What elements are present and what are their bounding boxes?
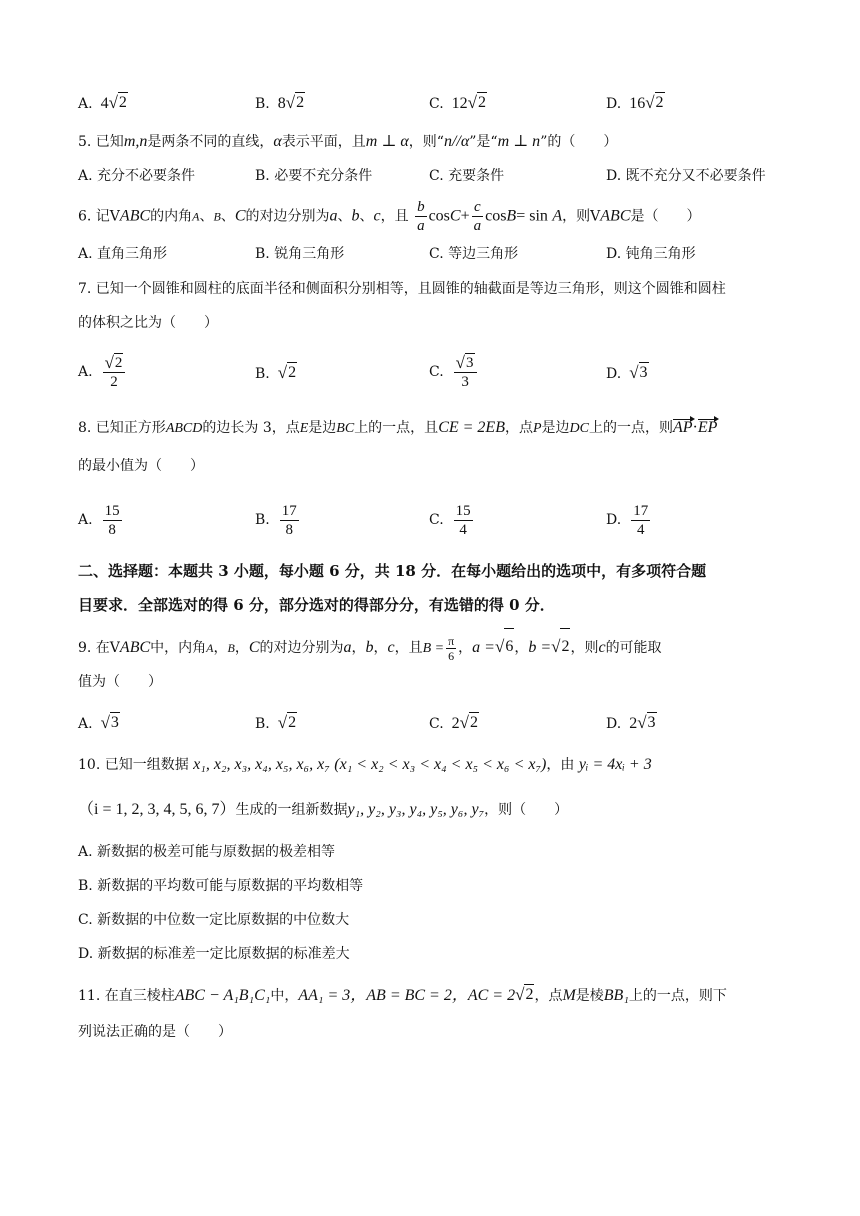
- q7-option-c: [429, 350, 479, 394]
- math-expr: a: [343, 639, 352, 656]
- math-expr: AA₁ = 3，AB = BC = 2，AC = 2: [298, 987, 516, 1004]
- denominator: 8: [108, 521, 116, 538]
- math-expr: DC: [569, 421, 589, 436]
- numerator: π: [448, 633, 455, 648]
- sqrt: √ 2: [285, 93, 305, 112]
- vector: AP: [673, 419, 693, 436]
- q8-option-a: [78, 498, 124, 542]
- radicand: 2: [118, 94, 127, 111]
- numerator: 17: [281, 502, 297, 519]
- section-heading: [78, 556, 793, 620]
- text: ，: [373, 640, 388, 656]
- math-expr: m ⊥ α: [365, 133, 409, 150]
- q5-option-a: A. 充分不必要条件: [78, 168, 196, 184]
- math-expr: x₁, x₂, x₃, x₄, x₅, x₆, x₇: [193, 756, 330, 773]
- q7-option-a: [78, 350, 127, 394]
- denominator: 2: [110, 374, 118, 390]
- math-expr: ABC: [119, 639, 151, 656]
- math-expr: (x₁ < x₂ < x₃ < x₄ < x₅ < x₆ < x₇): [334, 756, 547, 773]
- math-expr: ABC: [600, 207, 631, 225]
- radicand: 3: [639, 364, 648, 381]
- math-expr: ·: [692, 419, 698, 436]
- text: 、: [199, 208, 214, 225]
- text: 中，内角: [150, 640, 207, 656]
- text: ，: [351, 640, 366, 656]
- text: 是边: [541, 420, 570, 436]
- q6-option-c: C. 等边三角形: [429, 246, 519, 262]
- q8-option-d: [606, 498, 652, 542]
- sqrt: √ 3: [629, 363, 648, 382]
- math-expr: b: [351, 207, 360, 225]
- text: ，: [213, 640, 228, 656]
- fraction: [415, 198, 427, 235]
- option-label: A.: [78, 364, 93, 380]
- text: 的对边分别为: [245, 208, 330, 225]
- math-expr: A: [206, 641, 214, 655]
- radicand: 3: [110, 714, 119, 731]
- fraction: [454, 353, 477, 391]
- option-label: C.: [429, 96, 444, 112]
- sqrt: √ 2: [277, 713, 297, 732]
- text: 的边长为 3，点: [202, 420, 300, 436]
- text: ，: [234, 640, 249, 656]
- radicand: 2: [114, 355, 123, 371]
- math-expr: ABCD: [165, 421, 203, 436]
- sqrt: √ 2: [551, 628, 570, 665]
- math-expr: C: [248, 639, 260, 656]
- fraction: [280, 502, 299, 539]
- option-label: A.: [78, 716, 93, 732]
- text: ，则（ ）: [484, 802, 569, 818]
- denominator: a: [417, 218, 425, 234]
- option-label: C.: [429, 716, 444, 732]
- q8-option-b: [255, 498, 301, 542]
- math-expr: A: [192, 209, 200, 224]
- option-label: B.: [255, 716, 270, 732]
- math-expr: （i = 1, 2, 3, 4, 5, 6, 7）: [78, 801, 236, 818]
- text: ，: [458, 640, 473, 656]
- text: 8. 已知正方形: [78, 420, 166, 436]
- radicand: 3: [647, 714, 656, 731]
- fraction: [631, 502, 650, 539]
- math-expr: cos: [428, 207, 450, 225]
- text: 6. 记V: [78, 208, 120, 225]
- text: 是（ ）: [630, 208, 701, 225]
- q7-stem-line2: 的体积之比为（ ）: [78, 315, 218, 331]
- coefficient: 16: [629, 95, 646, 112]
- text: ”的（ ）: [540, 134, 618, 150]
- text: ，: [514, 640, 529, 656]
- sqrt: √ 2: [645, 93, 664, 112]
- option-label: B.: [255, 512, 270, 528]
- sqrt: √ 2: [459, 713, 479, 732]
- radicand: 2: [288, 364, 297, 381]
- q9-option-c: [429, 712, 479, 734]
- q7-stem-line1: 7. 已知一个圆锥和圆柱的底面半径和侧面积分别相等，且圆锥的轴截面是等边三角形，则这个圆锥和圆柱: [78, 281, 726, 297]
- denominator: 8: [285, 521, 293, 538]
- vector: EP: [697, 419, 718, 436]
- q8-stem-line1: [78, 418, 717, 439]
- q11-stem-line2: 列说法正确的是（ ）: [78, 1024, 232, 1040]
- math-expr: B: [213, 209, 221, 224]
- radicand: 2: [470, 714, 479, 731]
- option-label: D.: [606, 512, 622, 528]
- math-expr: CE = 2EB: [438, 419, 505, 436]
- radicand: 2: [288, 714, 297, 731]
- radicand: 2: [478, 94, 487, 111]
- q10-option-b: B. 新数据的平均数可能与原数据的平均数相等: [78, 878, 364, 894]
- q10-option-d: D. 新数据的标准差一定比原数据的标准差大: [78, 946, 350, 962]
- text: ”是“: [469, 134, 498, 150]
- q5-stem: [78, 132, 617, 152]
- q6-option-a: A. 直角三角形: [78, 246, 168, 262]
- q7-option-d: [606, 362, 649, 384]
- radicand: 2: [525, 986, 534, 1003]
- math-expr: BC: [336, 421, 355, 436]
- math-expr: c: [387, 639, 395, 656]
- math-expr: a =: [472, 639, 495, 656]
- q4-option-a: [78, 92, 128, 114]
- math-expr: y₁, y₂, y₃, y₄, y₅, y₆, y₇: [347, 801, 485, 818]
- math-expr: n//α: [443, 133, 470, 150]
- denominator: a: [473, 218, 482, 234]
- numerator: b: [417, 199, 425, 215]
- q4-option-d: [606, 92, 665, 114]
- option-label: B.: [255, 96, 270, 112]
- coefficient: 2: [629, 715, 638, 732]
- text: 是边: [308, 420, 337, 436]
- sqrt: √ 3: [637, 713, 656, 732]
- text: ，且: [380, 208, 409, 225]
- q9-stem-line2: 值为（ ）: [78, 674, 162, 690]
- sqrt: √ 6: [495, 628, 514, 665]
- q8-stem-line2: 的最小值为（ ）: [78, 458, 204, 474]
- q7-option-b: [255, 362, 297, 384]
- denominator: 6: [448, 648, 455, 663]
- text: 10. 已知一组数据: [78, 757, 189, 773]
- section-heading-line2: 目要求．全部选对的得 6 分，部分选对的得部分分，有选错的得 0 分．: [78, 596, 555, 614]
- coefficient: 8: [277, 95, 286, 112]
- sqrt: √ 2: [108, 93, 127, 112]
- text: 是两条不同的直线，: [147, 134, 274, 150]
- math-expr: m ⊥ n: [497, 133, 541, 150]
- text: ，则“: [408, 134, 444, 150]
- q11-stem-line1: [78, 984, 727, 1006]
- math-expr: cos: [485, 207, 507, 225]
- math-expr: c: [373, 207, 381, 225]
- option-label: A.: [78, 512, 93, 528]
- text: 的可能取: [605, 640, 662, 656]
- text: 的内角: [150, 208, 193, 225]
- q4-option-c: [429, 92, 487, 114]
- math-expr: A: [552, 207, 563, 225]
- numerator: 15: [104, 502, 120, 519]
- option-label: B.: [255, 366, 270, 382]
- q6-option-b: B. 锐角三角形: [255, 246, 345, 262]
- denominator: 4: [459, 521, 467, 538]
- q5-option-b: B. 必要不充分条件: [255, 168, 373, 184]
- text: ，则V: [562, 208, 601, 225]
- math-expr: ABC − A₁B₁C₁: [174, 987, 271, 1004]
- math-expr: BB₁: [603, 987, 629, 1004]
- math-expr: +: [460, 207, 470, 225]
- math-expr: B: [506, 207, 517, 225]
- sqrt: √ 3: [100, 713, 119, 732]
- radicand: 2: [655, 94, 664, 111]
- text: 、: [359, 208, 374, 225]
- math-expr: C: [449, 207, 461, 225]
- text: 生成的一组新数据: [235, 802, 348, 818]
- numerator: 17: [633, 502, 649, 519]
- text: 是棱: [575, 988, 604, 1004]
- q9-option-d: [606, 712, 657, 734]
- numerator: √ 3: [454, 353, 477, 373]
- text: ，由: [546, 757, 575, 773]
- q9-option-a: [78, 712, 120, 734]
- fraction: [103, 502, 122, 539]
- text: ，且: [394, 640, 423, 656]
- text: 上的一点，且: [354, 420, 439, 436]
- text: 表示平面，且: [281, 134, 366, 150]
- text: 11. 在直三棱柱: [78, 988, 175, 1004]
- section-heading-line1: 二、选择题：本题共 3 小题，每小题 6 分，共 18 分．在每小题给出的选项中，有多项符合题: [78, 562, 707, 580]
- text: 的对边分别为: [259, 640, 344, 656]
- option-label: A.: [78, 96, 93, 112]
- math-expr: b =: [528, 639, 552, 656]
- option-label: D.: [606, 366, 622, 382]
- q9-stem-line1: [78, 628, 662, 667]
- math-expr: ABC: [119, 207, 151, 225]
- fraction: [446, 634, 456, 663]
- math-expr: yᵢ = 4xᵢ + 3: [578, 756, 652, 773]
- math-expr: a: [329, 207, 338, 225]
- math-expr: b: [365, 639, 374, 656]
- numerator: √ 2: [103, 353, 126, 373]
- denominator: 3: [461, 374, 469, 390]
- q10-stem-line2: [78, 800, 568, 820]
- q5-option-c: C. 充要条件: [429, 168, 505, 184]
- math-expr: m,n: [123, 133, 148, 150]
- option-label: C.: [429, 364, 444, 380]
- numerator: c: [474, 199, 481, 215]
- option-label: D.: [606, 96, 622, 112]
- math-expr: α: [273, 133, 282, 150]
- fraction: [103, 353, 126, 391]
- radicand: 3: [466, 355, 474, 371]
- sqrt: √ 2: [277, 363, 297, 382]
- math-expr: c: [598, 639, 606, 656]
- q10-option-a: A. 新数据的极差可能与原数据的极差相等: [78, 844, 336, 860]
- math-expr: = sin: [516, 207, 548, 225]
- math-expr: E: [299, 421, 309, 436]
- text: 5. 已知: [78, 134, 124, 150]
- text: 9. 在V: [78, 640, 120, 656]
- numerator: 15: [455, 502, 471, 519]
- math-expr: B =: [422, 641, 445, 656]
- text: 、: [337, 208, 352, 225]
- fraction: [454, 502, 473, 539]
- q10-stem-line1: [78, 755, 652, 775]
- math-expr: M: [562, 987, 576, 1004]
- coefficient: 2: [451, 715, 460, 732]
- q5-option-d: D. 既不充分又不必要条件: [606, 168, 766, 184]
- denominator: 4: [636, 521, 645, 538]
- q6-stem: [78, 198, 700, 235]
- q6-option-d: D. 钝角三角形: [606, 246, 696, 262]
- text: 、: [220, 208, 235, 225]
- coefficient: 12: [451, 95, 468, 112]
- text: 中，: [270, 988, 299, 1004]
- math-expr: B: [227, 641, 235, 655]
- option-label: C.: [429, 512, 444, 528]
- q10-option-c: C. 新数据的中位数一定比原数据的中位数大: [78, 912, 350, 928]
- radicand: 2: [560, 628, 570, 665]
- radicand: 6: [504, 628, 514, 665]
- q9-option-b: [255, 712, 297, 734]
- coefficient: 4: [100, 95, 109, 112]
- sqrt: √ 2: [467, 93, 487, 112]
- fraction: [472, 198, 484, 235]
- text: 上的一点，则下: [628, 988, 727, 1004]
- math-expr: P: [532, 421, 542, 436]
- text: ，点: [534, 988, 563, 1004]
- math-expr: C: [234, 207, 246, 225]
- text: ，点: [504, 420, 533, 436]
- option-label: D.: [606, 716, 622, 732]
- text: ，则: [570, 640, 599, 656]
- q4-option-b: [255, 92, 305, 114]
- q8-option-c: [429, 498, 475, 542]
- radicand: 2: [296, 94, 305, 111]
- sqrt: √ 2: [515, 985, 534, 1004]
- text: 上的一点，则: [589, 420, 673, 436]
